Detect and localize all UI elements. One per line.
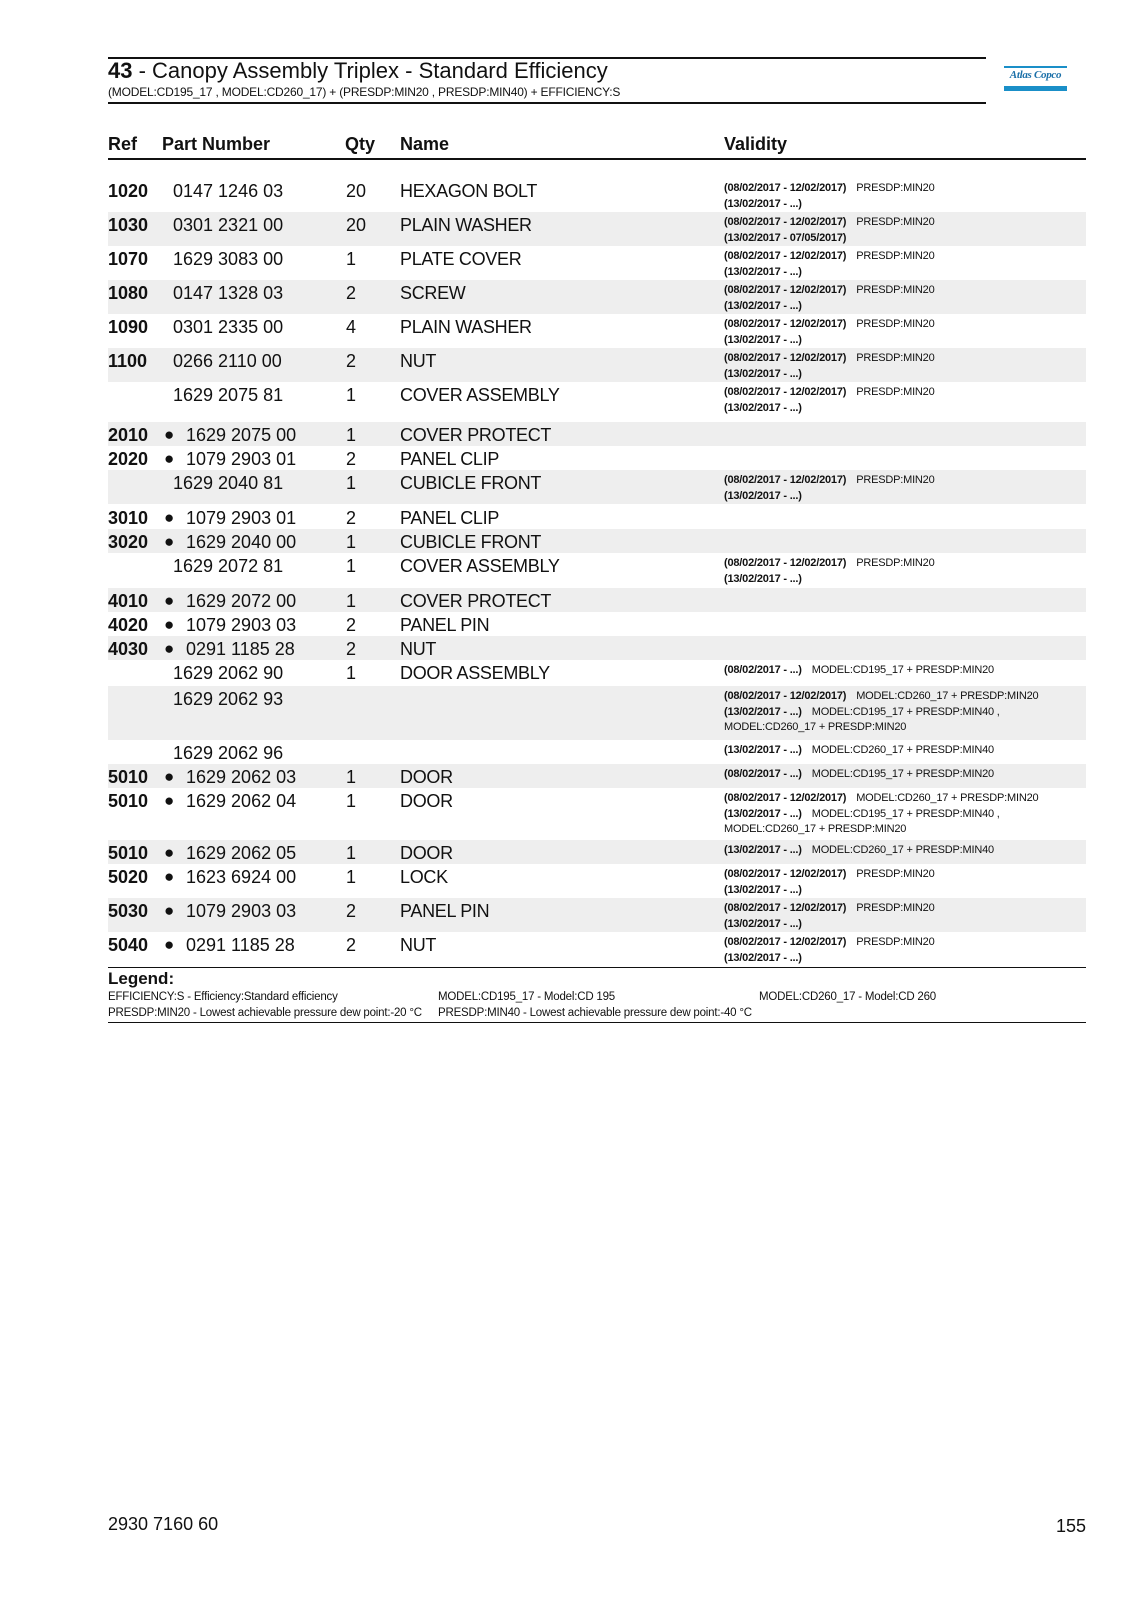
part-number-cell: 1629 2062 03 (186, 767, 297, 787)
part-number-cell: 1629 2062 96 (173, 743, 284, 763)
table-row (108, 686, 1086, 740)
validity-date: (13/02/2017 - ...) (724, 572, 802, 585)
validity-cell (724, 867, 1084, 898)
validity-line (724, 283, 1084, 299)
validity-date: (13/02/2017 - ...) (724, 883, 802, 896)
validity-condition: MODEL:CD260_17 + PRESDP:MIN20 (724, 721, 907, 733)
validity-date: (08/02/2017 - 12/02/2017) (724, 868, 847, 880)
table-row (108, 864, 1086, 898)
validity-line (724, 951, 1084, 967)
validity-cell (724, 791, 1084, 838)
document-number: 2930 7160 60 (108, 1514, 219, 1534)
page-number: 155 (1055, 1516, 1086, 1536)
validity-cell (724, 317, 1084, 348)
part-number-cell: 0147 1328 03 (173, 283, 284, 303)
name-cell: PANEL PIN (400, 901, 490, 921)
validity-date: (08/02/2017 - 12/02/2017) (724, 474, 847, 486)
legend-item: EFFICIENCY:S - Efficiency:Standard efficiency (108, 991, 338, 1003)
table-row (108, 505, 1086, 529)
header-bottom-rule (108, 102, 986, 104)
table-row (108, 636, 1086, 660)
logo-top-bar (1004, 66, 1067, 68)
validity-date: (13/02/2017 - ...) (724, 299, 802, 312)
name-cell: CUBICLE FRONT (400, 473, 542, 493)
ref-cell: 3010 (108, 508, 149, 528)
validity-condition: PRESDP:MIN20 (856, 182, 935, 194)
validity-condition: PRESDP:MIN20 (856, 936, 935, 948)
ref-cell: 1100 (108, 351, 148, 371)
validity-date: (08/02/2017 - 12/02/2017) (724, 318, 847, 330)
ref-cell: 1030 (108, 215, 149, 235)
ref-cell: 1020 (108, 181, 149, 201)
validity-date: (13/02/2017 - ...) (724, 401, 802, 414)
table-row (108, 612, 1086, 636)
name-cell: PANEL CLIP (400, 449, 500, 469)
name-cell: SCREW (400, 283, 466, 303)
validity-line (724, 489, 1084, 505)
qty-cell: 1 (346, 663, 357, 683)
validity-line (724, 867, 1084, 883)
validity-condition: PRESDP:MIN20 (856, 386, 935, 398)
validity-cell (724, 935, 1084, 966)
name-cell: NUT (400, 935, 437, 955)
ref-cell: 5010 (108, 843, 149, 863)
validity-date: (13/02/2017 - ...) (724, 951, 802, 964)
part-number-cell: 1079 2903 03 (186, 615, 297, 635)
ref-cell: 1070 (108, 249, 149, 269)
part-number-cell: 1629 2062 04 (186, 791, 297, 811)
validity-date: (08/02/2017 - ...) (724, 664, 802, 676)
validity-cell (724, 767, 1084, 783)
name-cell: COVER PROTECT (400, 425, 552, 445)
part-number-cell: 1623 6924 00 (186, 867, 297, 887)
validity-cell (724, 181, 1084, 212)
table-row (108, 382, 1086, 416)
name-cell: DOOR (400, 843, 453, 863)
ref-cell: 2010 (108, 425, 149, 445)
table-row (108, 280, 1086, 314)
part-number-cell: 1629 2075 81 (173, 385, 284, 405)
qty-cell: 1 (346, 532, 357, 552)
validity-line (724, 367, 1084, 383)
name-cell: PLAIN WASHER (400, 317, 532, 337)
validity-date: (08/02/2017 - ...) (724, 768, 802, 780)
qty-cell: 2 (346, 901, 357, 921)
part-number-cell: 1629 2072 00 (186, 591, 297, 611)
validity-line (724, 767, 1084, 783)
part-number-cell: 1629 2062 93 (173, 689, 284, 709)
qty-cell: 2 (346, 449, 357, 469)
name-cell: DOOR (400, 767, 453, 787)
validity-line (724, 265, 1084, 281)
validity-cell (724, 743, 1084, 759)
validity-date: (13/02/2017 - ...) (724, 917, 802, 930)
validity-line (724, 317, 1084, 333)
column-header-name: Name (400, 134, 450, 154)
validity-condition: MODEL:CD260_17 + PRESDP:MIN40 (811, 844, 994, 856)
table-row (108, 178, 1086, 212)
validity-date: (08/02/2017 - 12/02/2017) (724, 182, 847, 194)
sub-item-bullet: ● (164, 425, 175, 444)
validity-condition: MODEL:CD260_17 + PRESDP:MIN20 (724, 823, 907, 835)
qty-cell: 20 (346, 215, 367, 235)
qty-cell: 1 (346, 473, 357, 493)
validity-date: (13/02/2017 - ...) (724, 844, 802, 856)
qty-cell: 2 (346, 508, 357, 528)
validity-date: (13/02/2017 - ...) (724, 197, 802, 210)
validity-date: (13/02/2017 - ...) (724, 265, 802, 278)
table-row (108, 553, 1086, 587)
qty-cell: 1 (346, 791, 357, 811)
validity-date: (08/02/2017 - 12/02/2017) (724, 557, 847, 569)
validity-line (724, 351, 1084, 367)
part-number-cell: 1629 2075 00 (186, 425, 297, 445)
validity-condition: PRESDP:MIN20 (856, 352, 935, 364)
legend-title: Legend: (108, 969, 175, 988)
validity-line (724, 249, 1084, 265)
qty-cell: 2 (346, 615, 357, 635)
sub-item-bullet: ● (164, 867, 175, 886)
qty-cell: 1 (346, 385, 357, 405)
validity-date: (08/02/2017 - 12/02/2017) (724, 386, 847, 398)
table-row (108, 898, 1086, 932)
name-cell: DOOR (400, 791, 453, 811)
validity-line (724, 181, 1084, 197)
sub-item-bullet: ● (164, 591, 175, 610)
part-number-cell: 1629 2040 81 (173, 473, 284, 493)
name-cell: DOOR ASSEMBLY (400, 663, 550, 683)
validity-date: (13/02/2017 - ...) (724, 744, 802, 756)
validity-line (724, 807, 1084, 823)
sub-item-bullet: ● (164, 935, 175, 954)
ref-cell: 4020 (108, 615, 149, 635)
qty-cell: 1 (346, 867, 357, 887)
page-subtitle: (MODEL:CD195_17 , MODEL:CD260_17) + (PRESDP:MIN20 , PRESDP:MIN40) + EFFICIENCY:S (108, 85, 621, 99)
validity-date: (13/02/2017 - ...) (724, 705, 802, 718)
validity-condition: PRESDP:MIN20 (856, 868, 935, 880)
ref-cell: 1080 (108, 283, 149, 303)
sub-item-bullet: ● (164, 791, 175, 810)
column-header-ref: Ref (108, 134, 138, 154)
validity-date: (08/02/2017 - 12/02/2017) (724, 792, 847, 804)
name-cell: PANEL PIN (400, 615, 490, 635)
sub-item-bullet: ● (164, 767, 175, 786)
ref-cell: 3020 (108, 532, 149, 552)
validity-line (724, 883, 1084, 899)
validity-line (724, 401, 1084, 417)
qty-cell: 1 (346, 767, 357, 787)
validity-condition: MODEL:CD195_17 + PRESDP:MIN20 (811, 768, 994, 780)
validity-condition: PRESDP:MIN20 (856, 557, 935, 569)
sub-item-bullet: ● (164, 615, 175, 634)
validity-date: (08/02/2017 - 12/02/2017) (724, 250, 847, 262)
name-cell: COVER ASSEMBLY (400, 385, 560, 405)
validity-line (724, 843, 1084, 859)
validity-line (724, 935, 1084, 951)
ref-cell: 5030 (108, 901, 149, 921)
table-row (108, 212, 1086, 246)
column-header-rule (108, 158, 1086, 160)
legend-item: PRESDP:MIN40 - Lowest achievable pressure dew point:-40 °C (438, 1007, 752, 1019)
validity-date: (13/02/2017 - ...) (724, 333, 802, 346)
column-header-qty: Qty (345, 134, 376, 154)
part-number-cell: 0301 2335 00 (173, 317, 284, 337)
table-row (108, 314, 1086, 348)
validity-date: (08/02/2017 - 12/02/2017) (724, 902, 847, 914)
part-number-cell: 1629 2062 05 (186, 843, 297, 863)
sub-item-bullet: ● (164, 508, 175, 527)
validity-condition: MODEL:CD195_17 + PRESDP:MIN20 (811, 664, 994, 676)
validity-condition: PRESDP:MIN20 (856, 474, 935, 486)
qty-cell: 4 (346, 317, 357, 337)
validity-cell (724, 689, 1084, 736)
qty-cell: 1 (346, 843, 357, 863)
validity-date: (08/02/2017 - 12/02/2017) (724, 216, 847, 228)
name-cell: COVER ASSEMBLY (400, 556, 560, 576)
qty-cell: 1 (346, 249, 357, 269)
part-number-cell: 1629 2072 81 (173, 556, 284, 576)
validity-date: (08/02/2017 - 12/02/2017) (724, 352, 847, 364)
part-number-cell: 1629 2062 90 (173, 663, 284, 683)
validity-line (724, 705, 1084, 721)
part-number-cell: 1079 2903 01 (186, 508, 297, 528)
table-row (108, 422, 1086, 446)
page-title (108, 58, 608, 84)
name-cell: PANEL CLIP (400, 508, 500, 528)
validity-date: (08/02/2017 - 12/02/2017) (724, 936, 847, 948)
validity-line (724, 917, 1084, 933)
validity-condition: MODEL:CD260_17 + PRESDP:MIN20 (856, 792, 1039, 804)
validity-line (724, 822, 1084, 838)
validity-line (724, 663, 1084, 679)
validity-line (724, 572, 1084, 588)
sub-item-bullet: ● (164, 449, 175, 468)
ref-cell: 5010 (108, 791, 149, 811)
sub-item-bullet: ● (164, 843, 175, 862)
validity-date: (13/02/2017 - 07/05/2017) (724, 231, 847, 244)
part-number-cell: 1629 3083 00 (173, 249, 284, 269)
validity-date: (08/02/2017 - 12/02/2017) (724, 690, 847, 702)
validity-date: (13/02/2017 - ...) (724, 807, 802, 820)
validity-date: (13/02/2017 - ...) (724, 367, 802, 380)
validity-condition: MODEL:CD260_17 + PRESDP:MIN40 (811, 744, 994, 756)
validity-line (724, 215, 1084, 231)
qty-cell: 1 (346, 556, 357, 576)
legend-item: MODEL:CD195_17 - Model:CD 195 (438, 991, 616, 1003)
validity-line (724, 791, 1084, 807)
logo-bottom-bar (1004, 86, 1067, 91)
section-title: - Canopy Assembly Triplex - Standard Efficiency (132, 58, 608, 83)
validity-cell (724, 215, 1084, 246)
qty-cell: 1 (346, 591, 357, 611)
validity-cell (724, 283, 1084, 314)
legend-item: MODEL:CD260_17 - Model:CD 260 (759, 991, 937, 1003)
name-cell: NUT (400, 351, 437, 371)
validity-line (724, 556, 1084, 572)
name-cell: PLAIN WASHER (400, 215, 532, 235)
qty-cell: 20 (346, 181, 367, 201)
validity-cell (724, 901, 1084, 932)
validity-condition: MODEL:CD195_17 + PRESDP:MIN40 , (811, 807, 1000, 820)
validity-line (724, 901, 1084, 917)
column-header-validity: Validity (724, 134, 788, 154)
validity-condition: PRESDP:MIN20 (856, 284, 935, 296)
table-row (108, 470, 1086, 504)
table-row (108, 740, 1086, 764)
validity-cell (724, 473, 1084, 504)
validity-line (724, 743, 1084, 759)
ref-cell: 5010 (108, 767, 149, 787)
table-row (108, 788, 1086, 840)
part-number-cell: 0266 2110 00 (173, 351, 282, 371)
validity-line (724, 385, 1084, 401)
name-cell: PLATE COVER (400, 249, 522, 269)
validity-condition: PRESDP:MIN20 (856, 216, 935, 228)
validity-line (724, 299, 1084, 315)
atlas-copco-logo (1004, 66, 1067, 96)
ref-cell: 5040 (108, 935, 149, 955)
legend-top-rule (108, 967, 1086, 968)
validity-date: (13/02/2017 - ...) (724, 489, 802, 502)
name-cell: HEXAGON BOLT (400, 181, 538, 201)
qty-cell: 2 (346, 283, 357, 303)
legend-item: PRESDP:MIN20 - Lowest achievable pressure dew point:-20 °C (108, 1007, 422, 1019)
validity-cell (724, 663, 1084, 679)
part-number-cell: 0291 1185 28 (186, 935, 295, 955)
part-number-cell: 1629 2040 00 (186, 532, 297, 552)
legend-bottom-rule (108, 1022, 1086, 1023)
validity-line (724, 231, 1084, 247)
logo-text: Atlas Copco (1009, 69, 1062, 81)
name-cell: CUBICLE FRONT (400, 532, 542, 552)
table-row (108, 529, 1086, 553)
ref-cell: 5020 (108, 867, 149, 887)
table-row (108, 840, 1086, 864)
validity-cell (724, 385, 1084, 416)
table-row (108, 446, 1086, 470)
validity-line (724, 197, 1084, 213)
validity-date: (08/02/2017 - 12/02/2017) (724, 284, 847, 296)
validity-cell (724, 249, 1084, 280)
ref-cell: 4010 (108, 591, 149, 611)
name-cell: COVER PROTECT (400, 591, 552, 611)
validity-line (724, 333, 1084, 349)
part-number-cell: 0147 1246 03 (173, 181, 284, 201)
sub-item-bullet: ● (164, 639, 175, 658)
sub-item-bullet: ● (164, 901, 175, 920)
name-cell: LOCK (400, 867, 448, 887)
sub-item-bullet: ● (164, 532, 175, 551)
table-row (108, 932, 1086, 966)
name-cell: NUT (400, 639, 437, 659)
qty-cell: 2 (346, 351, 357, 371)
part-number-cell: 1079 2903 01 (186, 449, 297, 469)
part-number-cell: 1079 2903 03 (186, 901, 297, 921)
validity-cell (724, 556, 1084, 587)
qty-cell: 2 (346, 935, 357, 955)
ref-cell: 1090 (108, 317, 149, 337)
table-row (108, 348, 1086, 382)
validity-cell (724, 351, 1084, 382)
qty-cell: 2 (346, 639, 357, 659)
validity-condition: MODEL:CD260_17 + PRESDP:MIN20 (856, 690, 1039, 702)
validity-line (724, 720, 1084, 736)
column-header-part-number: Part Number (162, 134, 271, 154)
validity-line (724, 473, 1084, 489)
validity-condition: PRESDP:MIN20 (856, 902, 935, 914)
ref-cell: 4030 (108, 639, 149, 659)
table-row (108, 660, 1086, 686)
validity-condition: MODEL:CD195_17 + PRESDP:MIN40 , (811, 705, 1000, 718)
part-number-cell: 0301 2321 00 (173, 215, 284, 235)
table-row (108, 246, 1086, 280)
part-number-cell: 0291 1185 28 (186, 639, 295, 659)
section-number: 43 (108, 58, 133, 83)
qty-cell: 1 (346, 425, 357, 445)
table-row (108, 588, 1086, 612)
validity-condition: PRESDP:MIN20 (856, 318, 935, 330)
validity-line (724, 689, 1084, 705)
table-row (108, 764, 1086, 788)
validity-condition: PRESDP:MIN20 (856, 250, 935, 262)
ref-cell: 2020 (108, 449, 149, 469)
validity-cell (724, 843, 1084, 859)
